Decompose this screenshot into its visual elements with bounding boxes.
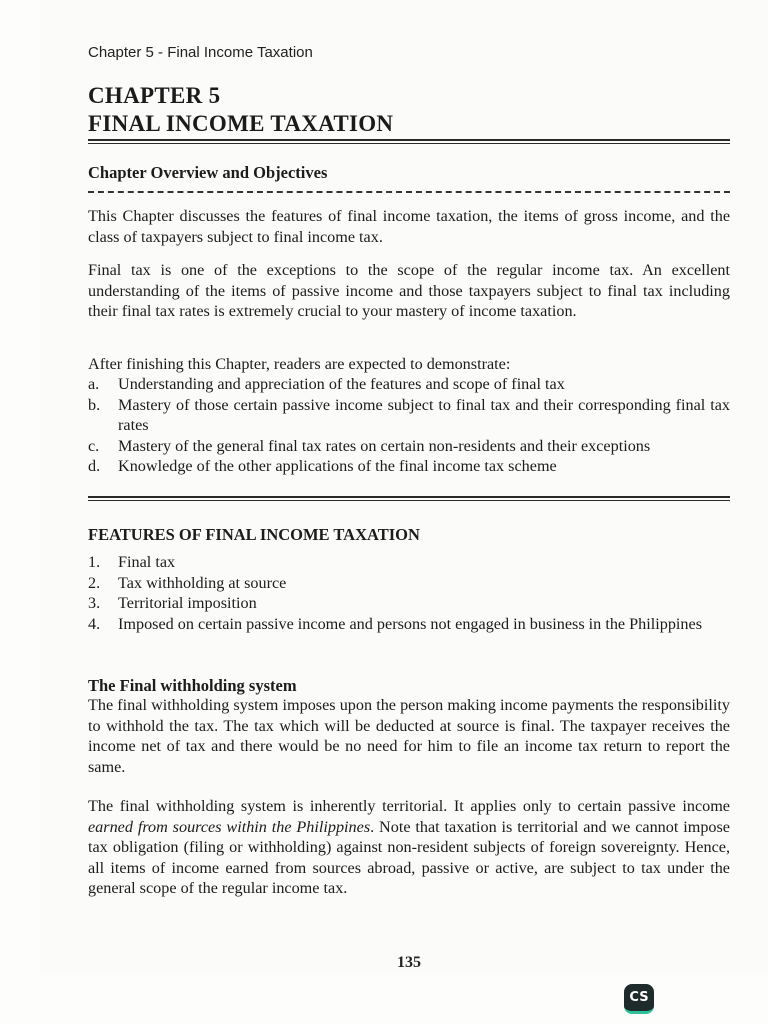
overview-paragraph-2: Final tax is one of the exceptions to the scope of the regular income tax. An excellent understanding of the items of passive income and those taxpayers subject to final tax including their final tax rates is extremely crucial to your mastery of income taxation. xyxy=(88,261,730,320)
withholding-paragraph-1: The final withholding system imposes upon the person making income payments the responsibility to withhold the tax. The tax which will be deducted at source is final. The taxpayer receives the income net of tax and there would be no need for him to file an income tax return to report the same. xyxy=(88,696,730,776)
features-list xyxy=(88,552,730,634)
chapter-title xyxy=(88,82,393,138)
overview-paragraph-1: This Chapter discusses the features of final income taxation, the items of gross income, and the class of taxpayers subject to final income tax. xyxy=(88,207,730,246)
list-item: c. Mastery of the general final tax rates on certain non-residents and their exceptions xyxy=(88,436,651,455)
withholding-heading: The Final withholding system xyxy=(88,676,297,695)
overview-end-rule xyxy=(88,496,730,498)
objectives-list xyxy=(88,374,730,477)
list-item: 4. Imposed on certain passive income and persons not engaged in business in the Philippines xyxy=(88,614,702,633)
running-header: Chapter 5 - Final Income Taxation xyxy=(88,44,313,61)
list-item: a. Understanding and appreciation of the features and scope of final tax xyxy=(88,375,565,393)
emphasis-text: earned from sources within the Philippines xyxy=(88,817,371,836)
title-rule-thin xyxy=(88,143,730,144)
objectives-intro: After finishing this Chapter, readers are expected to demonstrate: xyxy=(88,355,511,373)
camscanner-badge: CS xyxy=(624,984,654,1014)
list-item: b. Mastery of those certain passive income subject to final tax and their corresponding final tax rates xyxy=(88,395,730,434)
dashed-divider xyxy=(88,191,730,193)
chapter-number: CHAPTER 5 xyxy=(88,83,221,108)
overview-heading: Chapter Overview and Objectives xyxy=(88,163,328,182)
page-number: 135 xyxy=(397,954,421,971)
list-item: 1. Final tax xyxy=(88,553,176,571)
chapter-name: FINAL INCOME TAXATION xyxy=(88,111,394,136)
list-item: d. Knowledge of the other applications of the final income tax scheme xyxy=(88,457,557,475)
withholding-paragraph-2: The final withholding system is inherently territorial. It applies only to certain passive income earned from sources within the Philippines. Note that taxation is territorial and we cannot impose tax obligation (filing or withholding) against non-resident subjects of foreign sovereignty. Hence, all items of income earned from sources abroad, passive or active, are subject to tax under the general scope of the regular income tax. xyxy=(88,797,730,897)
list-item: 2. Tax withholding at source xyxy=(88,573,287,592)
list-item: 3. Territorial imposition xyxy=(88,594,257,612)
features-heading: FEATURES OF FINAL INCOME TAXATION xyxy=(88,525,420,544)
overview-end-rule-thin xyxy=(88,500,730,501)
title-rule xyxy=(88,139,730,141)
